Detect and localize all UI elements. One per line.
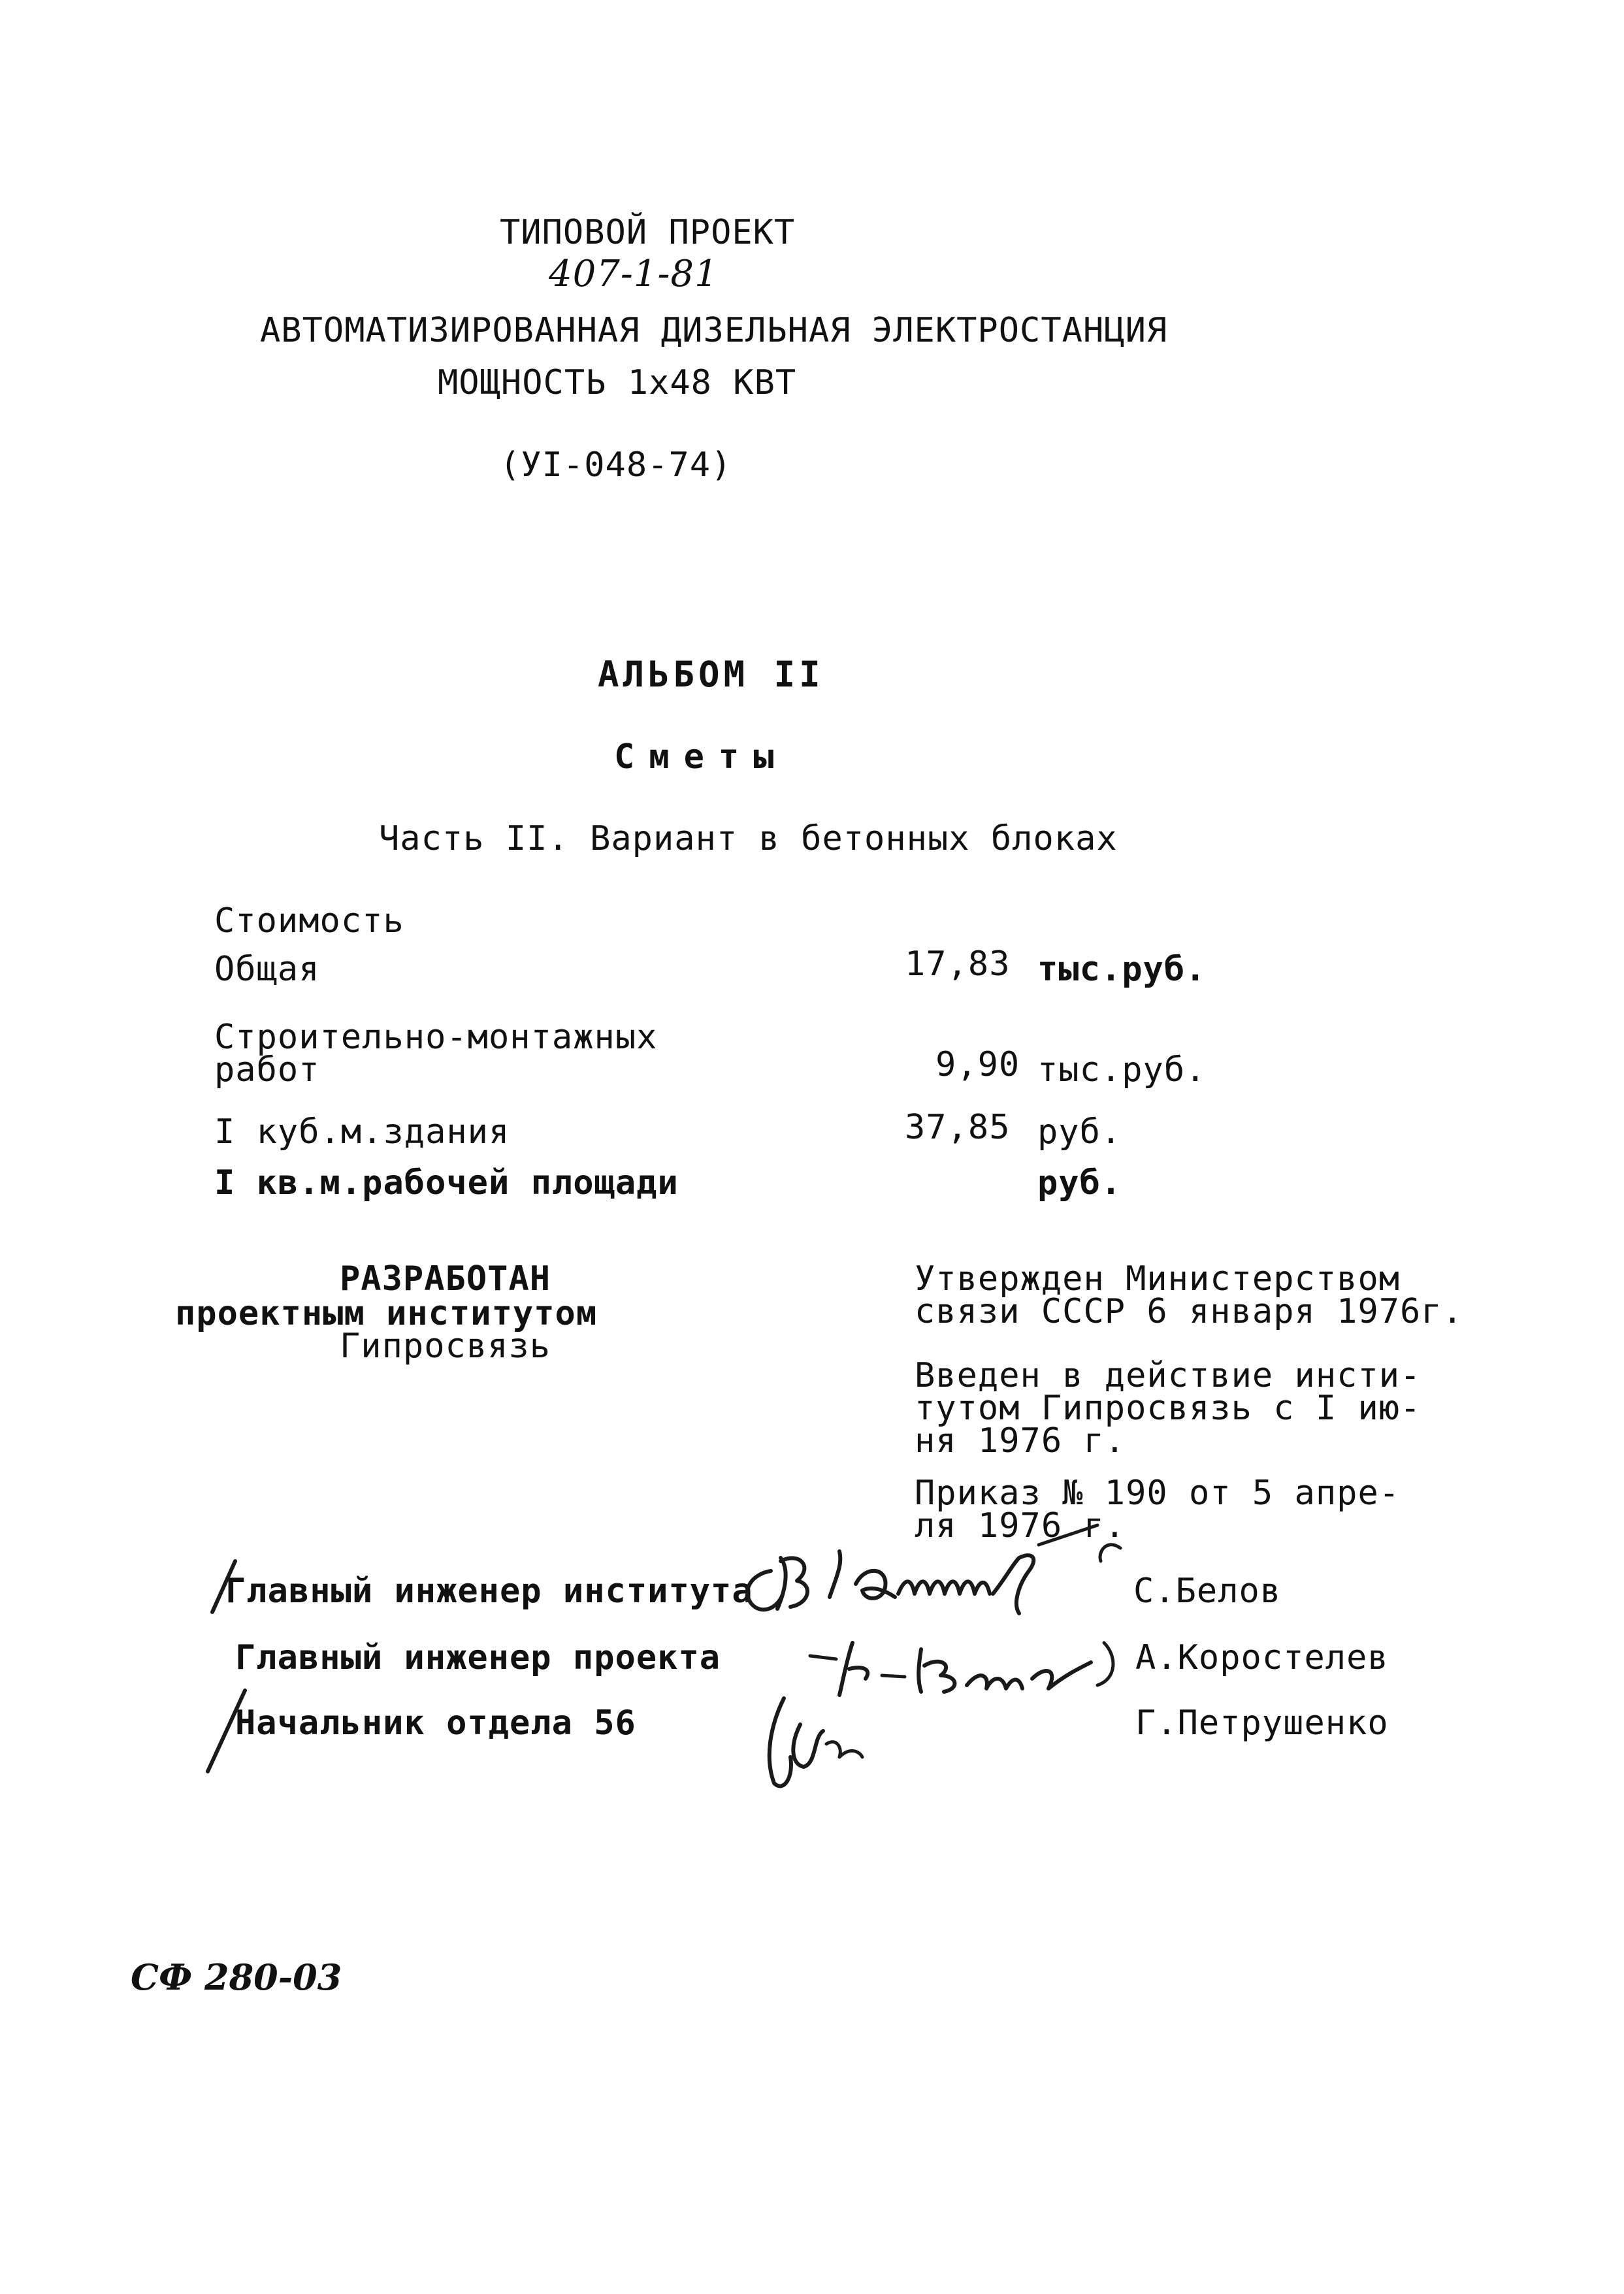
cost-total-unit: тыс.руб. — [1037, 950, 1207, 989]
approved-line1: Утвержден Министерством — [915, 1259, 1401, 1299]
cost-construction-unit: тыс.руб. — [1037, 1050, 1207, 1090]
order-line1: Приказ № 190 от 5 апре- — [915, 1474, 1401, 1513]
footer-mark: СФ 280-03 — [131, 1956, 342, 1998]
enacted-line3: ня 1976 г. — [915, 1421, 1126, 1461]
order-line2: ля 1976 г. — [915, 1506, 1126, 1545]
signature-name-belov: С.Белов — [1133, 1572, 1282, 1611]
cost-per-m3-value: 37,85 — [905, 1108, 1011, 1147]
album-subtitle: Сметы — [614, 737, 788, 777]
developed-line3: Гипросвязь — [340, 1327, 551, 1366]
cost-per-m3-unit: руб. — [1037, 1112, 1122, 1152]
album-part: Часть II. Вариант в бетонных блоках — [379, 819, 1118, 858]
cost-per-m2-label: I кв.м.рабочей площади — [214, 1163, 679, 1203]
cost-per-m3-label: I куб.м.здания — [214, 1112, 510, 1152]
signature-role-chief-engineer-institute: Главный инженер института — [225, 1572, 753, 1611]
signature-role-chief-engineer-project: Главный инженер проекта — [235, 1638, 721, 1677]
project-number: 407-1-81 — [549, 253, 719, 295]
developed-line1: РАЗРАБОТАН — [340, 1259, 551, 1299]
signature-petrushenko-handwritten — [745, 1685, 875, 1803]
header-line-power: МОЩНОСТЬ 1х48 КВТ — [438, 363, 797, 402]
cost-total-label: Общая — [214, 950, 320, 989]
signature-role-department-head: Начальник отдела 56 — [235, 1704, 636, 1743]
header-line-title: АВТОМАТИЗИРОВАННАЯ ДИЗЕЛЬНАЯ ЭЛЕКТРОСТАНЦИЯ — [260, 311, 1168, 350]
album-title: АЛЬБОМ II — [598, 654, 824, 695]
approved-line2: связи СССР 6 января 1976г. — [915, 1292, 1463, 1331]
cost-construction-value: 9,90 — [935, 1045, 1020, 1084]
signature-name-petrushenko: Г.Петрушенко — [1135, 1704, 1389, 1743]
project-code: (УI-048-74) — [500, 445, 732, 485]
cost-heading: Стоимость — [214, 901, 404, 941]
enacted-line2: тутом Гипросвязь с I ию- — [915, 1389, 1421, 1428]
cost-construction-label-line2: работ — [214, 1050, 320, 1090]
signature-belov-handwritten — [732, 1532, 1163, 1623]
enacted-line1: Введен в действие инсти- — [915, 1356, 1421, 1395]
cost-total-value: 17,83 — [905, 945, 1011, 984]
header-line-typical-project: ТИПОВОЙ ПРОЕКТ — [500, 213, 796, 252]
signature-name-korostelev: А.Коростелев — [1135, 1638, 1389, 1677]
cost-construction-label-line1: Строительно-монтажных — [214, 1018, 658, 1057]
developed-line2: проектным институтом — [175, 1294, 598, 1333]
cost-per-m2-unit: руб. — [1037, 1163, 1122, 1203]
